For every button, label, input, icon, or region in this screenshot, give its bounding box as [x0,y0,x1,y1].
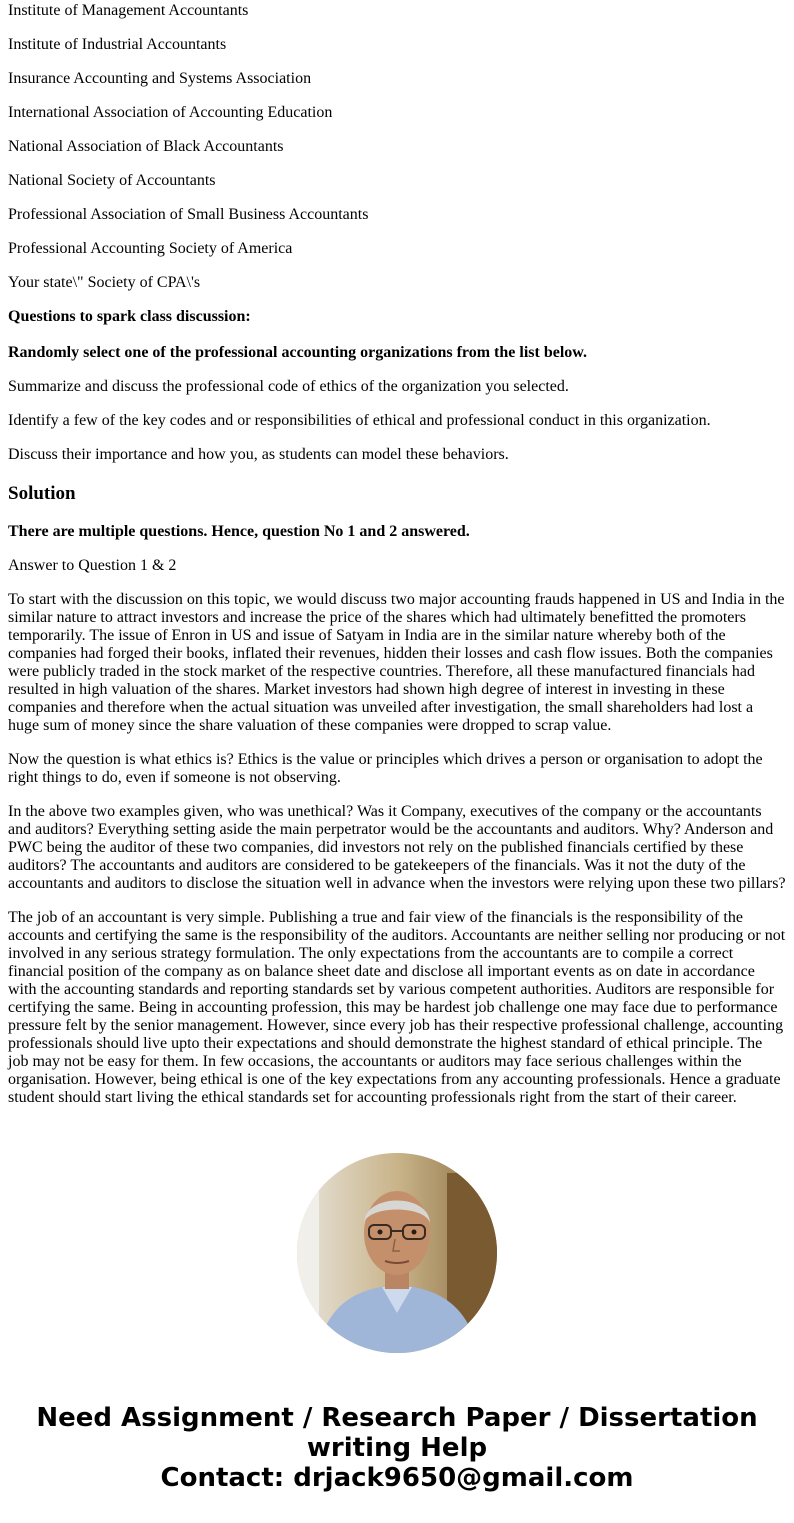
org-item: National Society of Accountants [8,172,216,189]
promo-line: writing Help [306,1433,488,1463]
org-item: Professional Accounting Society of America [8,240,293,257]
answer-paragraph: Now the question is what ethics is? Ethics is the value or principles which drives a person or organisation to adopt the right things to do, even if someone is not observing. [8,751,763,786]
solution-note: There are multiple questions. Hence, question No 1 and 2 answered. [8,523,470,540]
answer-label: Answer to Question 1 & 2 [8,557,177,574]
org-item: Professional Association of Small Business Accountants [8,206,369,223]
org-item: International Association of Accounting Education [8,104,333,121]
answer-paragraph: To start with the discussion on this topic, we would discuss two major accounting frauds happened in US and India in the similar nature to attract investors and increase the price of the shares which had ultimately benefitted the promoters temporarily. The issue of Enron in US and issue of Satyam in India are in the similar nature whereby both of the companies had forged their books, inflated their revenues, hidden their losses and cash flow issues. Both the companies were publicly traded in the stock market of the respective countries. Therefore, all these manufactured financials had resulted in high valuation of the shares. Market investors had shown high degree of interest in investing in these companies and therefore when the actual situation was unveiled after investigation, the small shareholders had lost a huge sum of money since the share valuation of these companies were dropped to scrap value. [8,591,785,734]
document-body [8,0,786,1123]
org-item: Institute of Management Accountants [8,2,249,19]
org-item: Insurance Accounting and Systems Association [8,70,312,87]
question-item: Identify a few of the key codes and or responsibilities of ethical and professional conduct in this organization. [8,412,711,429]
org-item: National Association of Black Accountants [8,138,284,155]
avatar [297,1153,497,1353]
promo-banner [0,1403,794,1493]
question-item: Discuss their importance and how you, as students can model these behaviors. [8,446,509,463]
questions-instruction: Randomly select one of the professional accounting organizations from the list below. [8,344,587,361]
person-portrait-icon [297,1153,497,1353]
answer-paragraph: In the above two examples given, who was unethical? Was it Company, executives of the company or the accountants and auditors? Everything setting aside the main perpetrator would be the accountants and auditors. Why? Anderson and PWC being the auditor of these two companies, did investors not rely on the published financials certified by these auditors? The accountants and auditors are considered to be gatekeepers of the financials. Was it not the duty of the accountants and auditors to disclose the situation well in advance when the investors were relying upon these two pillars? [8,803,786,892]
answer-paragraph: The job of an accountant is very simple. Publishing a true and fair view of the financials is the responsibility of the accounts and certifying the same is the responsibility of the auditors. Accountants are neither selling nor producing or not involved in any serious strategy formulation. The only expectations from the accountants are to compile a correct financial position of the company as on balance sheet date and disclose all important events as on date in accordance with the accounting standards and reporting standards set by various competent authorities. Auditors are responsible for certifying the same. Being in accounting profession, this may be hardest job challenge one may face due to performance pressure felt by the senior management. However, since every job has their respective professional challenge, accounting professionals should live upto their expectations and should demonstrate the highest standard of ethical principle. The job may not be easy for them. In few occasions, the accountants or auditors may face serious challenges within the organisation. However, being ethical is one of the key expectations from any accounting professionals. Hence a graduate student should start living the ethical standards set for accounting professionals right from the start of their career. [8,909,786,1106]
questions-heading: Questions to spark class discussion: [8,308,251,325]
solution-heading: Solution [8,483,76,504]
org-item: Your state\" Society of CPA\'s [8,274,201,291]
question-item: Summarize and discuss the professional code of ethics of the organization you selected. [8,378,569,395]
promo-contact: Contact: drjack9650@gmail.com [160,1463,634,1493]
org-item: Institute of Industrial Accountants [8,36,227,53]
promo-line: Need Assignment / Research Paper / Dissertation [36,1403,758,1433]
